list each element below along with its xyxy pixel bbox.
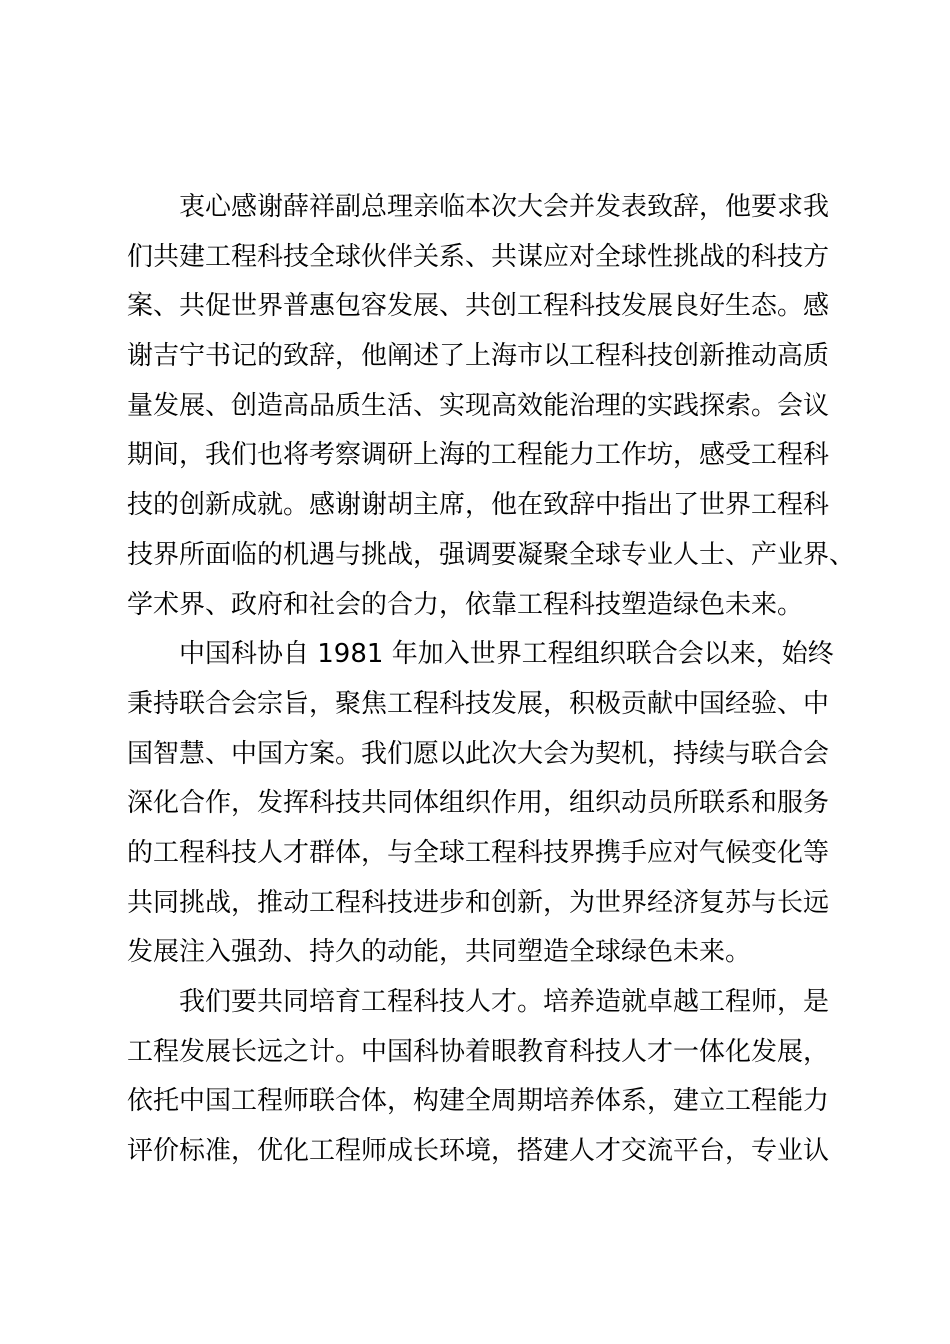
text-line: 量发展、创造高品质生活、实现高效能治理的实践探索。会议 xyxy=(127,390,830,421)
text-line: 工程发展长远之计。中国科协着眼教育科技人才一体化发展， xyxy=(127,1036,830,1067)
text-line: 共同挑战，推动工程科技进步和创新，为世界经济复苏与长远 xyxy=(127,887,830,918)
text-line: 国智慧、中国方案。我们愿以此次大会为契机，持续与联合会 xyxy=(127,738,830,769)
text-line: 技界所面临的机遇与挑战，强调要凝聚全球专业人士、产业界、 xyxy=(127,539,856,570)
text-line: 衷心感谢薛祥副总理亲临本次大会并发表致辞，他要求我 xyxy=(179,192,830,222)
text-line: 案、共促世界普惠包容发展、共创工程科技发展良好生态。感 xyxy=(127,291,830,322)
text-line: 学术界、政府和社会的合力，依靠工程科技塑造绿色未来。 xyxy=(127,589,804,620)
paragraph-1 xyxy=(127,183,856,630)
text-line: 秉持联合会宗旨，聚焦工程科技发展，积极贡献中国经验、中 xyxy=(127,688,830,719)
text-line: 技的创新成就。感谢谢胡主席，他在致辞中指出了世界工程科 xyxy=(127,490,830,521)
text-line: 期间，我们也将考察调研上海的工程能力工作坊，感受工程科 xyxy=(127,440,830,471)
text-line: 评价标准，优化工程师成长环境，搭建人才交流平台，专业认 xyxy=(127,1136,830,1167)
text-line: 依托中国工程师联合体，构建全周期培养体系，建立工程能力 xyxy=(127,1086,830,1117)
text-line: 发展注入强劲、持久的动能，共同塑造全球绿色未来。 xyxy=(127,937,752,968)
text-line: 的工程科技人才群体，与全球工程科技界携手应对气候变化等 xyxy=(127,837,830,868)
text-line: 深化合作，发挥科技共同体组织作用，组织动员所联系和服务 xyxy=(127,788,830,819)
text-line: 们共建工程科技全球伙伴关系、共谋应对全球性挑战的科技方 xyxy=(127,241,830,272)
text-line: 中国科协自 1981 年加入世界工程组织联合会以来，始终 xyxy=(179,639,834,670)
text-line: 谢吉宁书记的致辞，他阐述了上海市以工程科技创新推动高质 xyxy=(127,341,830,372)
text-line: 我们要共同培育工程科技人才。培养造就卓越工程师，是 xyxy=(179,987,830,1017)
body-text xyxy=(127,183,856,1177)
paragraph-2 xyxy=(127,630,847,978)
paragraph-3 xyxy=(127,978,847,1177)
